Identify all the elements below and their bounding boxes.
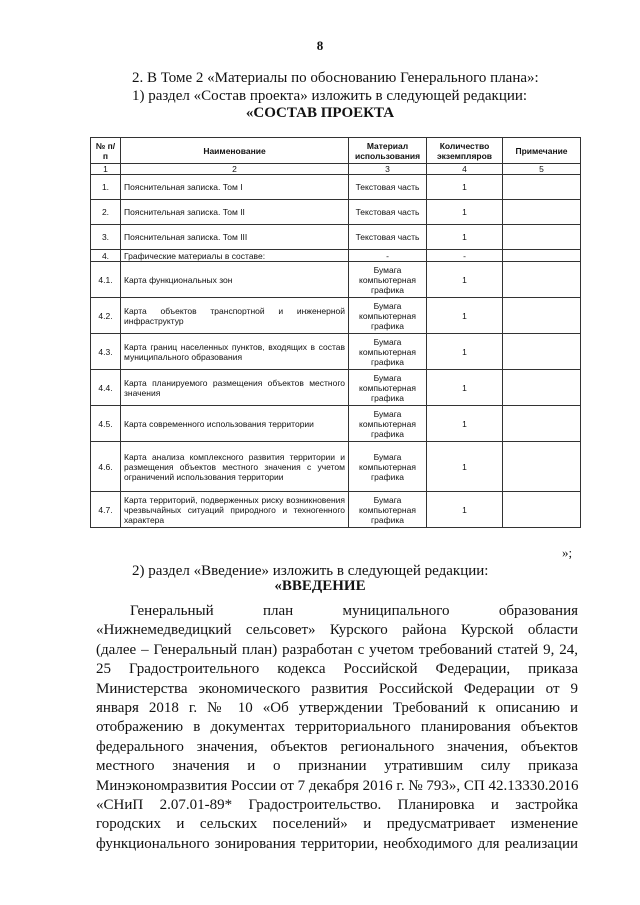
row-material: Бумага компьютерная графика — [349, 370, 427, 406]
index-cell: 5 — [503, 164, 581, 175]
row-qty: 1 — [427, 406, 503, 442]
paragraph-line: отображению в документах территориального планирования объектов — [96, 719, 578, 736]
row-note — [503, 442, 581, 492]
row-qty: 1 — [427, 175, 503, 200]
row-name: Графические материалы в составе: — [121, 250, 349, 262]
paragraph-line: городских и сельских поселений» и предусматривает изменение — [96, 816, 578, 833]
row-qty: 1 — [427, 262, 503, 298]
paragraph-line: Генеральный план муниципального образования — [130, 603, 578, 619]
row-note — [503, 406, 581, 442]
row-material: Бумага компьютерная графика — [349, 492, 427, 528]
row-name: Карта объектов транспортной и инженерной инфраструктур — [121, 298, 349, 334]
row-qty: 1 — [427, 370, 503, 406]
header-material: Материал использования — [349, 138, 427, 164]
paragraph-line: Министерства экономического развития Российской Федерации от 9 — [96, 680, 578, 697]
row-num: 4.3. — [91, 334, 121, 370]
index-cell: 1 — [91, 164, 121, 175]
row-num: 4. — [91, 250, 121, 262]
paragraph-line: федерального значения, объектов регионального значения, объектов — [96, 738, 578, 755]
row-material: Бумага компьютерная графика — [349, 262, 427, 298]
row-num: 4.7. — [91, 492, 121, 528]
table-row — [91, 175, 581, 200]
paragraph-line: функционального зонирования территории, необходимого для реализации — [96, 835, 578, 852]
row-qty: 1 — [427, 334, 503, 370]
header-num: № п/п — [91, 138, 121, 164]
row-num: 2. — [91, 200, 121, 225]
row-name: Пояснительная записка. Том I — [121, 175, 349, 200]
index-cell: 3 — [349, 164, 427, 175]
page-number: 8 — [316, 38, 324, 53]
paragraph-line: Минэкономразвития России от 7 декабря 2016 г. № 793», СП 42.13330.2016 — [96, 777, 579, 794]
amendment-line-3: 2) раздел «Введение» изложить в следующей редакции: — [132, 563, 489, 579]
row-note — [503, 200, 581, 225]
amendment-line-1: 2. В Томе 2 «Материалы по обоснованию Генерального плана»: — [132, 70, 539, 86]
table-row — [91, 298, 581, 334]
header-qty: Количество экземпляров — [427, 138, 503, 164]
row-note — [503, 370, 581, 406]
introduction-paragraph — [96, 602, 578, 854]
row-note — [503, 298, 581, 334]
paragraph-line: местного значения и о признании утратившим силу приказа — [96, 758, 578, 775]
row-name: Пояснительная записка. Том III — [121, 225, 349, 250]
row-num: 4.6. — [91, 442, 121, 492]
row-qty: - — [427, 250, 503, 262]
index-cell: 4 — [427, 164, 503, 175]
row-material: Бумага компьютерная графика — [349, 334, 427, 370]
header-note: Примечание — [503, 138, 581, 164]
row-num: 1. — [91, 175, 121, 200]
table-row — [91, 492, 581, 528]
section-title-introduction: «ВВЕДЕНИЕ — [274, 578, 366, 594]
row-num: 4.1. — [91, 262, 121, 298]
row-material: Бумага компьютерная графика — [349, 298, 427, 334]
row-material: - — [349, 250, 427, 262]
table-row — [91, 225, 581, 250]
table-row — [91, 406, 581, 442]
paragraph-line: «СНиП 2.07.01-89* Градостроительство. Планировка и застройка — [96, 797, 578, 814]
row-qty: 1 — [427, 200, 503, 225]
table-header-row — [91, 138, 581, 164]
row-material: Бумага компьютерная графика — [349, 442, 427, 492]
row-name: Карта границ населенных пунктов, входящих в состав муниципального образования — [121, 334, 349, 370]
table-row — [91, 370, 581, 406]
row-note — [503, 492, 581, 528]
row-note — [503, 250, 581, 262]
row-qty: 1 — [427, 442, 503, 492]
index-cell: 2 — [121, 164, 349, 175]
paragraph-line: января 2018 г. № 10 «Об утверждении Требований к описанию и — [96, 700, 578, 717]
table-row — [91, 442, 581, 492]
table-row — [91, 334, 581, 370]
row-name: Карта анализа комплексного развития территории и размещения объектов местного значения с учетом ограничений использования территории — [121, 442, 349, 492]
row-note — [503, 334, 581, 370]
row-name: Карта современного использования территории — [121, 406, 349, 442]
row-name: Карта территорий, подверженных риску возникновения чрезвычайных ситуаций природного и техногенного характера — [121, 492, 349, 528]
row-name: Пояснительная записка. Том II — [121, 200, 349, 225]
row-material: Бумага компьютерная графика — [349, 406, 427, 442]
section-title-project-composition: «СОСТАВ ПРОЕКТА — [245, 105, 395, 121]
table-row — [91, 262, 581, 298]
row-qty: 1 — [427, 492, 503, 528]
row-material: Текстовая часть — [349, 200, 427, 225]
row-name: Карта функциональных зон — [121, 262, 349, 298]
row-num: 4.5. — [91, 406, 121, 442]
row-qty: 1 — [427, 298, 503, 334]
row-name: Карта планируемого размещения объектов местного значения — [121, 370, 349, 406]
row-material: Текстовая часть — [349, 225, 427, 250]
row-material: Текстовая часть — [349, 175, 427, 200]
header-name: Наименование — [121, 138, 349, 164]
row-note — [503, 225, 581, 250]
row-num: 4.2. — [91, 298, 121, 334]
table-row — [91, 200, 581, 225]
row-note — [503, 262, 581, 298]
paragraph-line: 25 Градостроительного кодекса Российской Федерации, приказа — [96, 661, 578, 678]
row-num: 3. — [91, 225, 121, 250]
table-row — [91, 250, 581, 262]
paragraph-line: «Нижнемедведицкий сельсовет» Курского района Курской области — [96, 622, 578, 639]
table-closing-quote: »; — [562, 545, 573, 560]
paragraph-line: (далее – Генеральный план) разработан с учетом требований статей 9, 24, — [96, 641, 578, 658]
amendment-line-2: 1) раздел «Состав проекта» изложить в следующей редакции: — [132, 88, 528, 104]
table-index-row — [91, 164, 581, 175]
row-note — [503, 175, 581, 200]
project-composition-table — [90, 137, 581, 528]
row-num: 4.4. — [91, 370, 121, 406]
row-qty: 1 — [427, 225, 503, 250]
